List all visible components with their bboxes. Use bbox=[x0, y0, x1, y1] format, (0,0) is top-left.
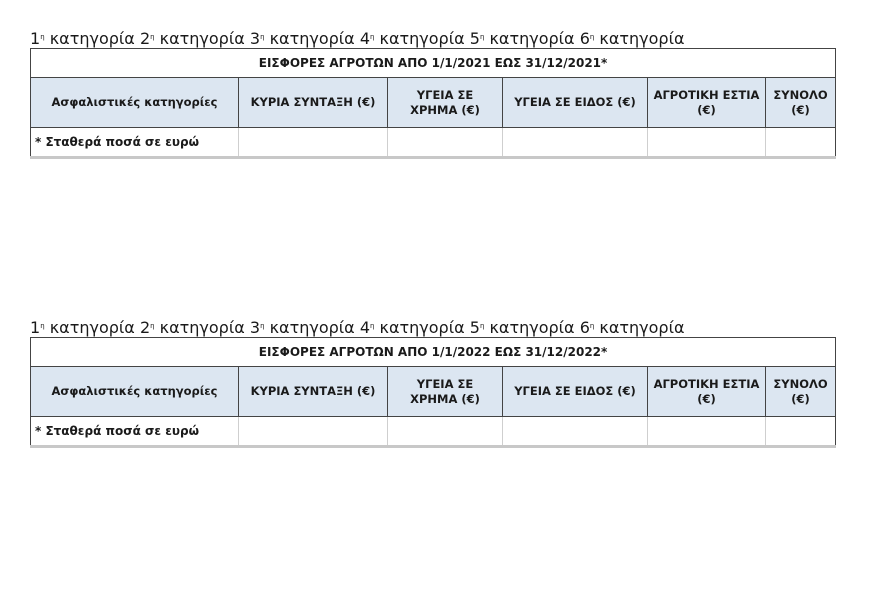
column-headers bbox=[31, 78, 836, 128]
header-agri-hearth: ΑΓΡΟΤΙΚΗ ΕΣΤΙΑ (€) bbox=[648, 367, 766, 417]
footnote: * Σταθερά ποσά σε ευρώ bbox=[31, 128, 239, 158]
header-category: Ασφαλιστικές κατηγορίες bbox=[31, 78, 239, 128]
header-health-kind: ΥΓΕΙΑ ΣΕ ΕΙΔΟΣ (€) bbox=[503, 367, 648, 417]
footnote: * Σταθερά ποσά σε ευρώ bbox=[31, 417, 239, 447]
column-headers bbox=[31, 367, 836, 417]
header-health-cash: ΥΓΕΙΑ ΣΕ ΧΡΗΜΑ (€) bbox=[388, 367, 503, 417]
contributions-table bbox=[30, 337, 836, 448]
header-main-pension: ΚΥΡΙΑ ΣΥΝΤΑΞΗ (€) bbox=[239, 78, 388, 128]
header-main-pension: ΚΥΡΙΑ ΣΥΝΤΑΞΗ (€) bbox=[239, 367, 388, 417]
contributions-table-2021: $1^\eta$ κατηγορία $2^\eta$ κατηγορία $3^\eta$ κατηγορία $4^\eta$ κατηγορία $5^\eta$ κατηγορία $6^\eta$ κατηγορία ΕΙΣΦΟΡΕΣ ΑΓΡΟΤΩΝ ΑΠΟ 1/1/2021 ΕΩΣ 31/12/2021* Ασφαλιστικές κατηγορίες ΚΥΡΙΑ ΣΥΝΤΑΞΗ (€) ΥΓΕΙΑ ΣΕ ΧΡΗΜΑ (€) ΥΓΕΙΑ ΣΕ ΕΙΔΟΣ (€) ΑΓΡΟΤΙΚΗ ΕΣΤΙΑ (€) ΣΥΝΟΛΟ (€) * Σταθερά ποσά σε ευρώ bbox=[30, 29, 835, 159]
header-total: ΣΥΝΟΛΟ (€) bbox=[766, 78, 836, 128]
header-agri-hearth: ΑΓΡΟΤΙΚΗ ΕΣΤΙΑ (€) bbox=[648, 78, 766, 128]
footnote-row bbox=[31, 417, 836, 447]
table-title: ΕΙΣΦΟΡΕΣ ΑΓΡΟΤΩΝ ΑΠΟ 1/1/2021 ΕΩΣ 31/12/2021* bbox=[31, 49, 836, 78]
footnote-row bbox=[31, 128, 836, 158]
header-category: Ασφαλιστικές κατηγορίες bbox=[31, 367, 239, 417]
table-title-row bbox=[31, 49, 836, 78]
header-health-kind: ΥΓΕΙΑ ΣΕ ΕΙΔΟΣ (€) bbox=[503, 78, 648, 128]
contributions-table bbox=[30, 48, 836, 159]
table-title-row bbox=[31, 338, 836, 367]
header-total: ΣΥΝΟΛΟ (€) bbox=[766, 367, 836, 417]
header-health-cash: ΥΓΕΙΑ ΣΕ ΧΡΗΜΑ (€) bbox=[388, 78, 503, 128]
table-title: ΕΙΣΦΟΡΕΣ ΑΓΡΟΤΩΝ ΑΠΟ 1/1/2022 ΕΩΣ 31/12/2022* bbox=[31, 338, 836, 367]
contributions-table-2022: $1^\eta$ κατηγορία $2^\eta$ κατηγορία $3^\eta$ κατηγορία $4^\eta$ κατηγορία $5^\eta$ κατηγορία $6^\eta$ κατηγορία ΕΙΣΦΟΡΕΣ ΑΓΡΟΤΩΝ ΑΠΟ 1/1/2022 ΕΩΣ 31/12/2022* Ασφαλιστικές κατηγορίες ΚΥΡΙΑ ΣΥΝΤΑΞΗ (€) ΥΓΕΙΑ ΣΕ ΧΡΗΜΑ (€) ΥΓΕΙΑ ΣΕ ΕΙΔΟΣ (€) ΑΓΡΟΤΙΚΗ ΕΣΤΙΑ (€) ΣΥΝΟΛΟ (€) * Σταθερά ποσά σε ευρώ bbox=[30, 318, 835, 448]
